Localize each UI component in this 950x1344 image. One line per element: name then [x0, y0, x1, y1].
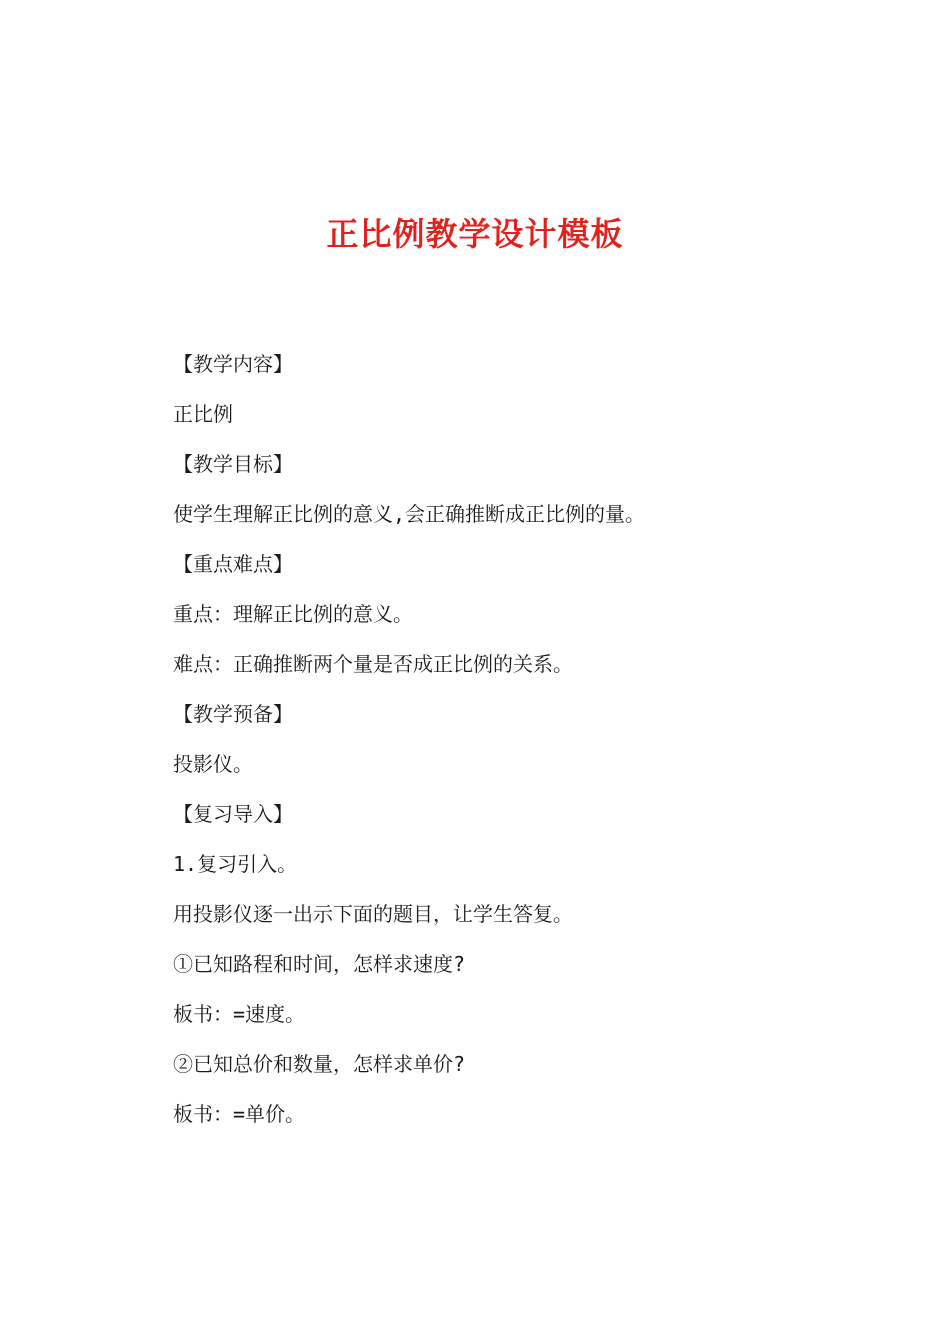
paragraph: 板书：=速度。: [173, 1002, 306, 1026]
paragraph: 难点：正确推断两个量是否成正比例的关系。: [173, 652, 573, 676]
list-item: ②已知总价和数量，怎样求单价?: [173, 1052, 466, 1076]
section-heading-review: 【复习导入】: [173, 802, 293, 826]
paragraph: 用投影仪逐一出示下面的题目，让学生答复。: [173, 902, 573, 926]
paragraph: 板书：=单价。: [173, 1102, 306, 1126]
paragraph: 1.复习引入。: [173, 852, 298, 876]
paragraph: 重点：理解正比例的意义。: [173, 602, 413, 626]
document-title: 正比例教学设计模板: [326, 215, 624, 253]
paragraph: 使学生理解正比例的意义,会正确推断成正比例的量。: [173, 502, 646, 526]
document-body: [173, 346, 793, 1146]
list-item: ①已知路程和时间，怎样求速度?: [173, 952, 466, 976]
paragraph: 正比例: [173, 402, 233, 426]
section-heading-key-points: 【重点难点】: [173, 552, 293, 576]
section-heading-preparation: 【教学预备】: [173, 702, 293, 726]
paragraph: 投影仪。: [173, 752, 253, 776]
section-heading-goals: 【教学目标】: [173, 452, 293, 476]
section-heading-content: 【教学内容】: [173, 352, 293, 376]
